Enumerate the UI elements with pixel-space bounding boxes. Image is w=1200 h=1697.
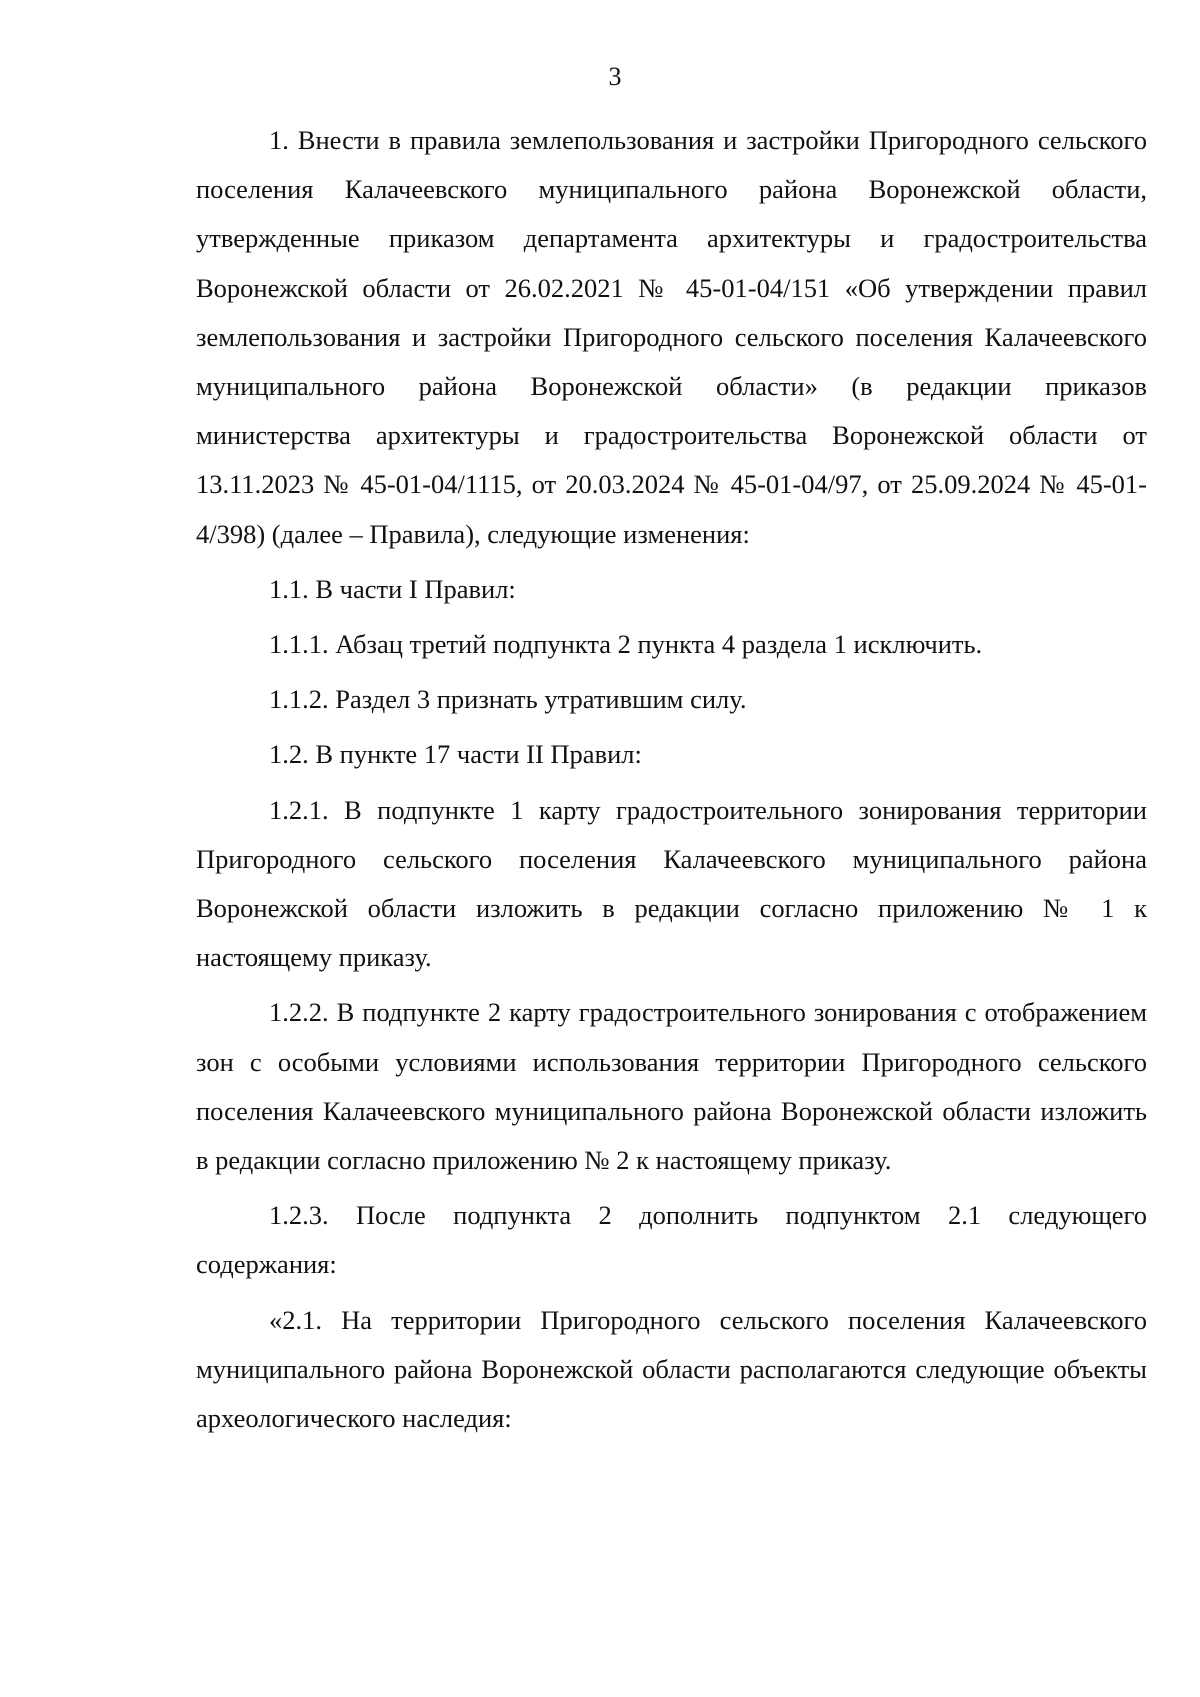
paragraph-item-1-2-2: 1.2.2. В подпункте 2 карту градостроительного зонирования с отображением зон с особыми условиями использования территории Пригородного сельского поселения Калачеевского муниципального района Воронежской области изложить в редакции согласно приложению № 2 к настоящему приказу. xyxy=(196,997,1147,1176)
paragraph-item-1-2-1: 1.2.1. В подпункте 1 карту градостроительного зонирования территории Пригородного сельского поселения Калачеевского муниципального района Воронежской области изложить в редакции согласно приложению № 1 к настоящему приказу. xyxy=(196,794,1147,973)
paragraph-item-1-2: 1.2. В пункте 17 части II Правил: xyxy=(269,739,642,770)
paragraph-item-1-1-1: 1.1.1. Абзац третий подпункта 2 пункта 4 раздела 1 исключить. xyxy=(269,629,983,660)
paragraph-item-1-2-3: 1.2.3. После подпункта 2 дополнить подпунктом 2.1 следующего содержания: xyxy=(196,1200,1147,1280)
paragraph-quote-2-1: «2.1. На территории Пригородного сельского поселения Калачеевского муниципального района Воронежской области располагаются следующие объекты археологического наследия: xyxy=(196,1304,1147,1434)
paragraph-item-1: 1. Внести в правила землепользования и застройки Пригородного сельского поселения Калачеевского муниципального района Воронежской области, утвержденные приказом департамента архитектуры и градостроительства Воронежской области от 26.02.2021 № 45-01-04/151 «Об утверждении правил землепользования и застройки Пригородного сельского поселения Калачеевского муниципального района Воронежской области» (в редакции приказов министерства архитектуры и градостроительства Воронежской области от 13.11.2023 № 45-01-04/1115, от 20.03.2024 № 45-01-04/97, от 25.09.2024 № 45-01-4/398) (далее – Правила), следующие изменения: xyxy=(196,125,1147,549)
paragraph-item-1-1-2: 1.1.2. Раздел 3 признать утратившим силу. xyxy=(269,684,747,715)
page-number: 3 xyxy=(608,62,622,91)
document-body xyxy=(196,116,1147,1443)
paragraph-item-1-1: 1.1. В части I Правил: xyxy=(269,573,516,604)
